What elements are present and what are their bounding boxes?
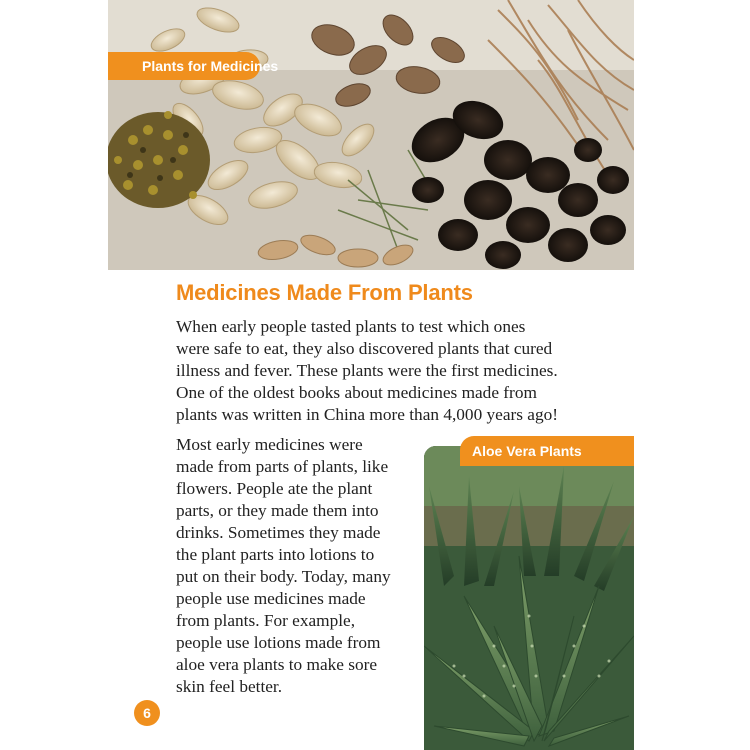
- text-line: people use medicines made: [176, 589, 366, 608]
- text-line: from plants. For example,: [176, 611, 356, 630]
- text-line: parts, or they made them into: [176, 501, 379, 520]
- text-line: illness and fever. These plants were the first medicines.: [176, 361, 558, 380]
- dried-herbs-illustration: [108, 0, 634, 270]
- dried-herbs-photo: [108, 0, 634, 270]
- text-line: people use lotions made from: [176, 633, 381, 652]
- text-line: Most early medicines were: [176, 435, 363, 454]
- text-line: One of the oldest books about medicines made from: [176, 383, 537, 402]
- text-line: put on their body. Today, many: [176, 567, 391, 586]
- page-number-badge: 6: [134, 700, 160, 726]
- text-line: made from parts of plants, like: [176, 457, 389, 476]
- second-paragraph: [176, 434, 426, 698]
- aloe-vera-photo: [424, 446, 634, 750]
- intro-paragraph: [176, 316, 621, 426]
- text-line: the plant parts into lotions to: [176, 545, 375, 564]
- text-line: skin feel better.: [176, 677, 283, 696]
- text-line: When early people tasted plants to test which ones: [176, 317, 526, 336]
- text-line: aloe vera plants to make sore: [176, 655, 378, 674]
- text-line: plants was written in China more than 4,000 years ago!: [176, 405, 559, 424]
- book-page: [108, 0, 634, 750]
- section-heading: Medicines Made From Plants: [176, 280, 473, 305]
- aloe-vera-illustration: [424, 446, 634, 750]
- text-line: flowers. People ate the plant: [176, 479, 373, 498]
- aloe-photo-caption: Aloe Vera Plants: [460, 436, 634, 466]
- text-line: were safe to eat, they also discovered plants that cured: [176, 339, 553, 358]
- top-photo-caption: Plants for Medicines: [108, 52, 260, 80]
- text-line: drinks. Sometimes they made: [176, 523, 381, 542]
